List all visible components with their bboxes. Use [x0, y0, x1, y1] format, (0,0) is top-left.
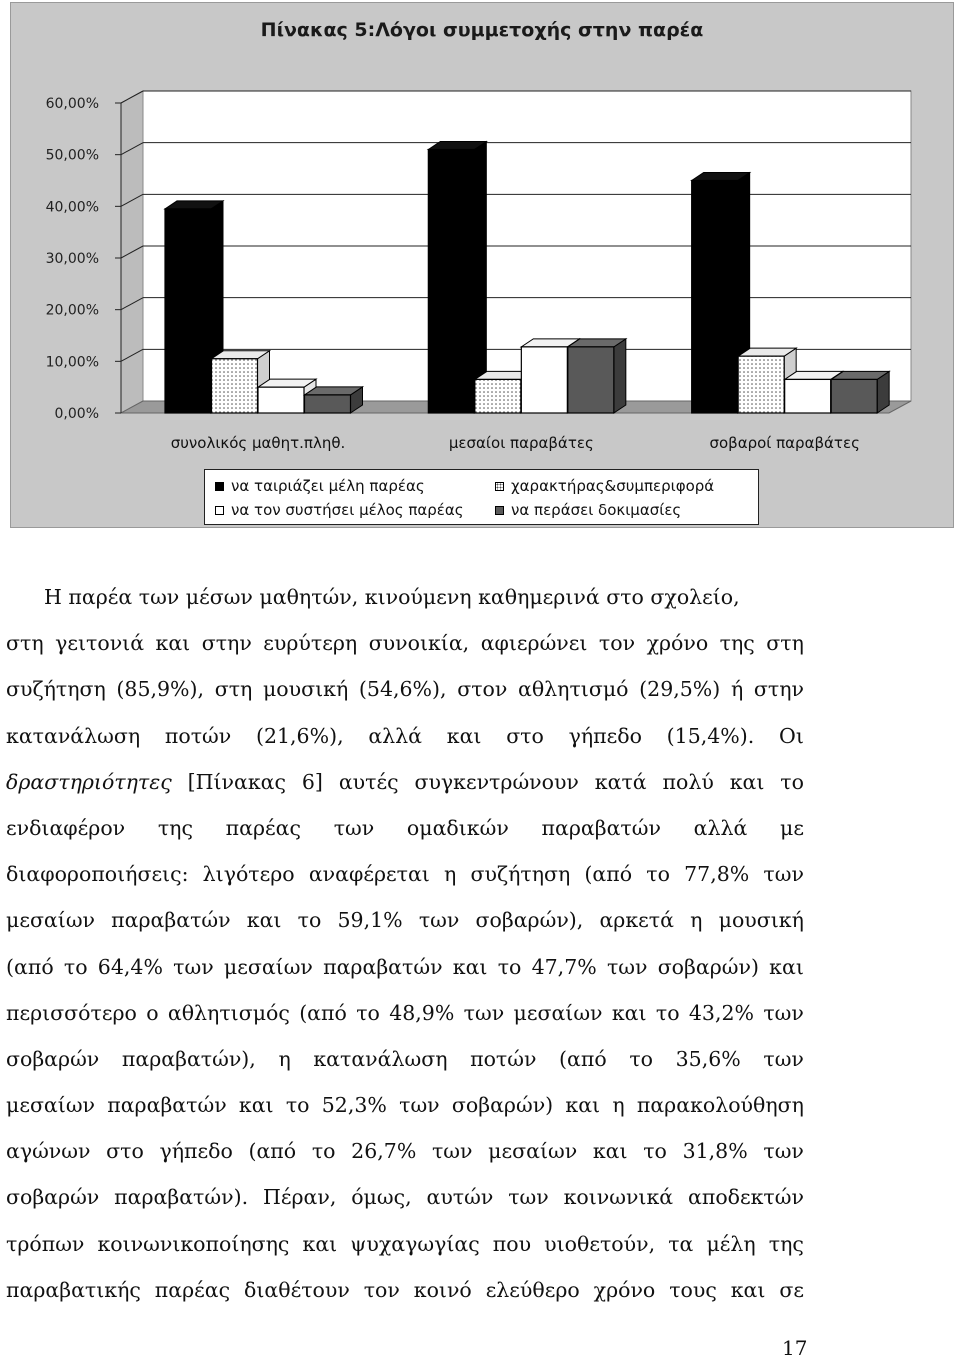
word: συζήτηση	[6, 677, 106, 702]
body-paragraph	[6, 574, 804, 1313]
word: παραβατών	[107, 1093, 227, 1118]
word: ευρύτερη	[263, 631, 358, 656]
bar	[212, 359, 258, 413]
word: των	[763, 1139, 804, 1164]
word: Οι	[779, 723, 804, 748]
word: το	[643, 1139, 667, 1164]
word: κατά	[594, 769, 647, 794]
legend-swatch-black	[215, 482, 224, 491]
word: ελεύθερο	[485, 1277, 580, 1302]
word: στο	[506, 723, 544, 748]
word: 59,1%	[337, 908, 403, 933]
word: 35,6%	[675, 1046, 741, 1071]
word: υιοθετούν,	[544, 1231, 656, 1256]
word: η	[690, 908, 703, 933]
word: των	[418, 908, 460, 933]
word: κατανάλωση	[6, 723, 141, 748]
x-tick-label: μεσαίοι παραβάτες	[448, 434, 594, 452]
text-line	[6, 990, 804, 1036]
word: η	[278, 1046, 291, 1071]
bar-side	[474, 142, 486, 414]
word: παραβατών).	[114, 1185, 249, 1210]
word: σοβαρών)	[657, 954, 759, 979]
word: αλλά	[693, 815, 748, 840]
word: σοβαρών	[6, 1185, 100, 1210]
page-number: 17	[782, 1336, 808, 1360]
word: χρόνο	[646, 631, 709, 656]
text-line	[6, 1174, 804, 1220]
word: των	[173, 954, 214, 979]
word: αναφέρεται	[308, 862, 430, 887]
word: στην	[753, 677, 804, 702]
y-tick-label: 10,00%	[45, 354, 99, 371]
word: των	[431, 1139, 473, 1164]
word: των	[333, 815, 375, 840]
word: σοβαρών),	[475, 908, 584, 933]
bar	[258, 387, 304, 413]
word: δραστηριότητες	[6, 769, 172, 794]
text-line	[6, 1036, 804, 1082]
legend-label: χαρακτήρας&συμπεριφορά	[511, 477, 715, 495]
word: με	[780, 815, 804, 840]
word: που	[492, 1231, 532, 1256]
word: 77,8%	[684, 862, 750, 887]
y-tick-label: 0,00%	[54, 406, 99, 422]
word: στο	[106, 1139, 144, 1164]
word: το	[356, 1000, 380, 1025]
word: αυτών	[426, 1185, 494, 1210]
word: 48,9%	[389, 1000, 455, 1025]
word: ομαδικών	[406, 815, 509, 840]
word: μεσαίων	[488, 1139, 578, 1164]
word: γειτονιά	[55, 631, 145, 656]
text-line	[6, 851, 804, 897]
bar	[738, 356, 784, 413]
word: αγώνων	[6, 1139, 91, 1164]
word: αθλητισμό	[518, 677, 629, 702]
x-tick-label: σοβαροί παραβάτες	[709, 434, 860, 452]
word: παραβατών	[111, 908, 231, 933]
chart-title: Πίνακας 5:Λόγοι συμμετοχής στην παρέα	[260, 19, 704, 41]
word: διαφοροποιήσεις:	[6, 862, 189, 887]
word: αλλά	[368, 723, 423, 748]
word: η	[612, 1093, 625, 1118]
word: το	[780, 769, 804, 794]
word: ο	[146, 1000, 159, 1025]
word: ποτών	[470, 1046, 537, 1071]
word: τρόπων	[6, 1231, 85, 1256]
word: χρόνο	[593, 1277, 656, 1302]
word: παραβατικής	[6, 1277, 141, 1302]
legend-swatch-gray	[495, 506, 504, 515]
word: των	[763, 862, 804, 887]
word: περισσότερο	[6, 1000, 137, 1025]
word: γήπεδο	[159, 1139, 233, 1164]
text-line	[6, 1221, 804, 1267]
word: το	[497, 954, 522, 979]
word: 26,7%	[351, 1139, 417, 1164]
chart-plot	[11, 3, 953, 527]
y-tick-label: 40,00%	[45, 199, 99, 216]
legend-swatch-white	[215, 506, 224, 515]
word: παρακολούθηση	[636, 1093, 804, 1118]
word: το	[285, 1093, 310, 1118]
word: παρέας	[225, 815, 301, 840]
word: της	[768, 1231, 804, 1256]
word: των	[399, 1093, 440, 1118]
bar	[568, 347, 614, 413]
word: της	[719, 631, 755, 656]
y-tick-label: 20,00%	[45, 302, 99, 319]
text-line	[6, 620, 804, 666]
word: στη	[214, 677, 253, 702]
word: και	[246, 908, 282, 933]
word: και	[592, 1139, 628, 1164]
word: και	[302, 1231, 338, 1256]
word: (από	[6, 954, 54, 979]
bar-side	[614, 339, 626, 413]
word: μεσαίων	[6, 908, 95, 933]
word: των	[606, 954, 648, 979]
word: τον	[598, 631, 636, 656]
word: 47,7%	[531, 954, 597, 979]
bar	[428, 150, 474, 414]
word: 43,2%	[688, 1000, 755, 1025]
legend-label: να τον συστήσει μέλος παρέας	[231, 501, 464, 519]
bar	[785, 379, 831, 413]
text-line	[6, 805, 804, 851]
word: και	[155, 631, 191, 656]
word: 52,3%	[321, 1093, 387, 1118]
word: των	[763, 1000, 804, 1025]
word: κοινωνικά	[563, 1185, 674, 1210]
word: παρέας	[154, 1277, 231, 1302]
word: πολύ	[662, 769, 714, 794]
chart-legend	[204, 469, 759, 525]
bar	[165, 209, 211, 413]
word: (85,9%),	[116, 677, 205, 702]
word: ποτών	[164, 723, 232, 748]
bar	[692, 181, 738, 414]
word: μέλη	[706, 1231, 756, 1256]
word: και	[769, 954, 804, 979]
word: όμως,	[351, 1185, 412, 1210]
legend-label: να ταιριάζει μέλη παρέας	[231, 477, 425, 495]
word: και	[730, 1277, 766, 1302]
word: (από	[248, 1139, 297, 1164]
word: αθλητισμός	[167, 1000, 290, 1025]
word: (21,6%),	[255, 723, 344, 748]
legend-label: να περάσει δοκιμασίες	[511, 501, 682, 519]
word: σοβαρών	[6, 1046, 100, 1071]
word: (από	[559, 1046, 607, 1071]
word: (29,5%)	[639, 677, 721, 702]
word: 31,8%	[682, 1139, 748, 1164]
bar	[475, 379, 521, 413]
legend-swatch-dotted	[495, 482, 504, 491]
word: και	[611, 1000, 647, 1025]
word: αφιερώνει	[480, 631, 588, 656]
word: της	[157, 815, 193, 840]
word: των	[763, 1046, 804, 1071]
word: μουσική	[262, 677, 349, 702]
word: στον	[457, 677, 508, 702]
word: γήπεδο	[568, 723, 642, 748]
word: και	[238, 1093, 274, 1118]
word: συνοικία,	[368, 631, 470, 656]
legend-item	[495, 501, 681, 519]
word: Η παρέα των μέσων μαθητών, κινούμενη καθημερινά στο σχολείο,	[44, 585, 740, 609]
legend-item	[215, 501, 464, 519]
word: κατανάλωση	[313, 1046, 448, 1071]
y-tick-label: 50,00%	[45, 147, 99, 164]
bar	[831, 379, 877, 413]
word: τον	[363, 1277, 400, 1302]
word: λιγότερο	[202, 862, 295, 887]
text-line	[6, 897, 804, 943]
word: (54,6%),	[358, 677, 447, 702]
word: μεσαίων	[513, 1000, 603, 1025]
bar	[521, 347, 567, 413]
word: παραβατών),	[121, 1046, 256, 1071]
word: συγκεντρώνουν	[414, 769, 579, 794]
word: των	[508, 1185, 549, 1210]
word: το	[629, 1046, 654, 1071]
x-tick-label: συνολικός μαθητ.πληθ.	[170, 434, 346, 452]
text-line	[6, 944, 804, 990]
word: στη	[6, 631, 44, 656]
word: τα	[668, 1231, 694, 1256]
word: και	[452, 954, 488, 979]
text-line	[6, 1128, 804, 1174]
text-line	[6, 759, 804, 805]
chart	[10, 2, 954, 528]
word: το	[646, 862, 670, 887]
word: διαθέτουν	[244, 1277, 350, 1302]
word: το	[297, 908, 322, 933]
word: (15,4%).	[666, 723, 755, 748]
word: Πέραν,	[262, 1185, 337, 1210]
word: (από	[299, 1000, 347, 1025]
y-tick-label: 30,00%	[45, 251, 99, 267]
text-line	[6, 1267, 804, 1313]
word: 6]	[301, 769, 323, 794]
word: παραβατών	[541, 815, 661, 840]
word: η	[444, 862, 457, 887]
word: στην	[201, 631, 252, 656]
word: αρκετά	[599, 908, 674, 933]
text-line	[6, 666, 804, 712]
word: κοινό	[413, 1277, 472, 1302]
bar	[305, 395, 351, 413]
word: στη	[766, 631, 804, 656]
word: και	[729, 769, 765, 794]
word: ενδιαφέρον	[6, 815, 126, 840]
text-line	[6, 713, 804, 759]
legend-item	[495, 477, 714, 495]
word: αυτές	[338, 769, 399, 794]
word: μουσική	[718, 908, 804, 933]
text-line	[6, 1082, 804, 1128]
word: ή	[730, 677, 744, 702]
word: σοβαρών)	[451, 1093, 554, 1118]
word: μεσαίων	[223, 954, 313, 979]
legend-item	[215, 477, 425, 495]
word: (από	[584, 862, 633, 887]
word: και	[565, 1093, 601, 1118]
word: αποδεκτών	[688, 1185, 804, 1210]
text-line	[6, 574, 804, 620]
word: σε	[779, 1277, 804, 1302]
y-tick-label: 60,00%	[45, 96, 99, 112]
word: ψυχαγωγίας	[350, 1231, 480, 1256]
word: το	[63, 954, 88, 979]
word: παραβατών	[323, 954, 443, 979]
word: μεσαίων	[6, 1093, 95, 1118]
word: το	[311, 1139, 336, 1164]
word: τους	[669, 1277, 717, 1302]
word: και	[446, 723, 482, 748]
word: συζήτηση	[470, 862, 571, 887]
word: το	[655, 1000, 680, 1025]
word: [Πίνακας	[187, 769, 286, 794]
word: 64,4%	[97, 954, 163, 979]
word: κοινωνικοποίησης	[97, 1231, 290, 1256]
word: των	[463, 1000, 505, 1025]
